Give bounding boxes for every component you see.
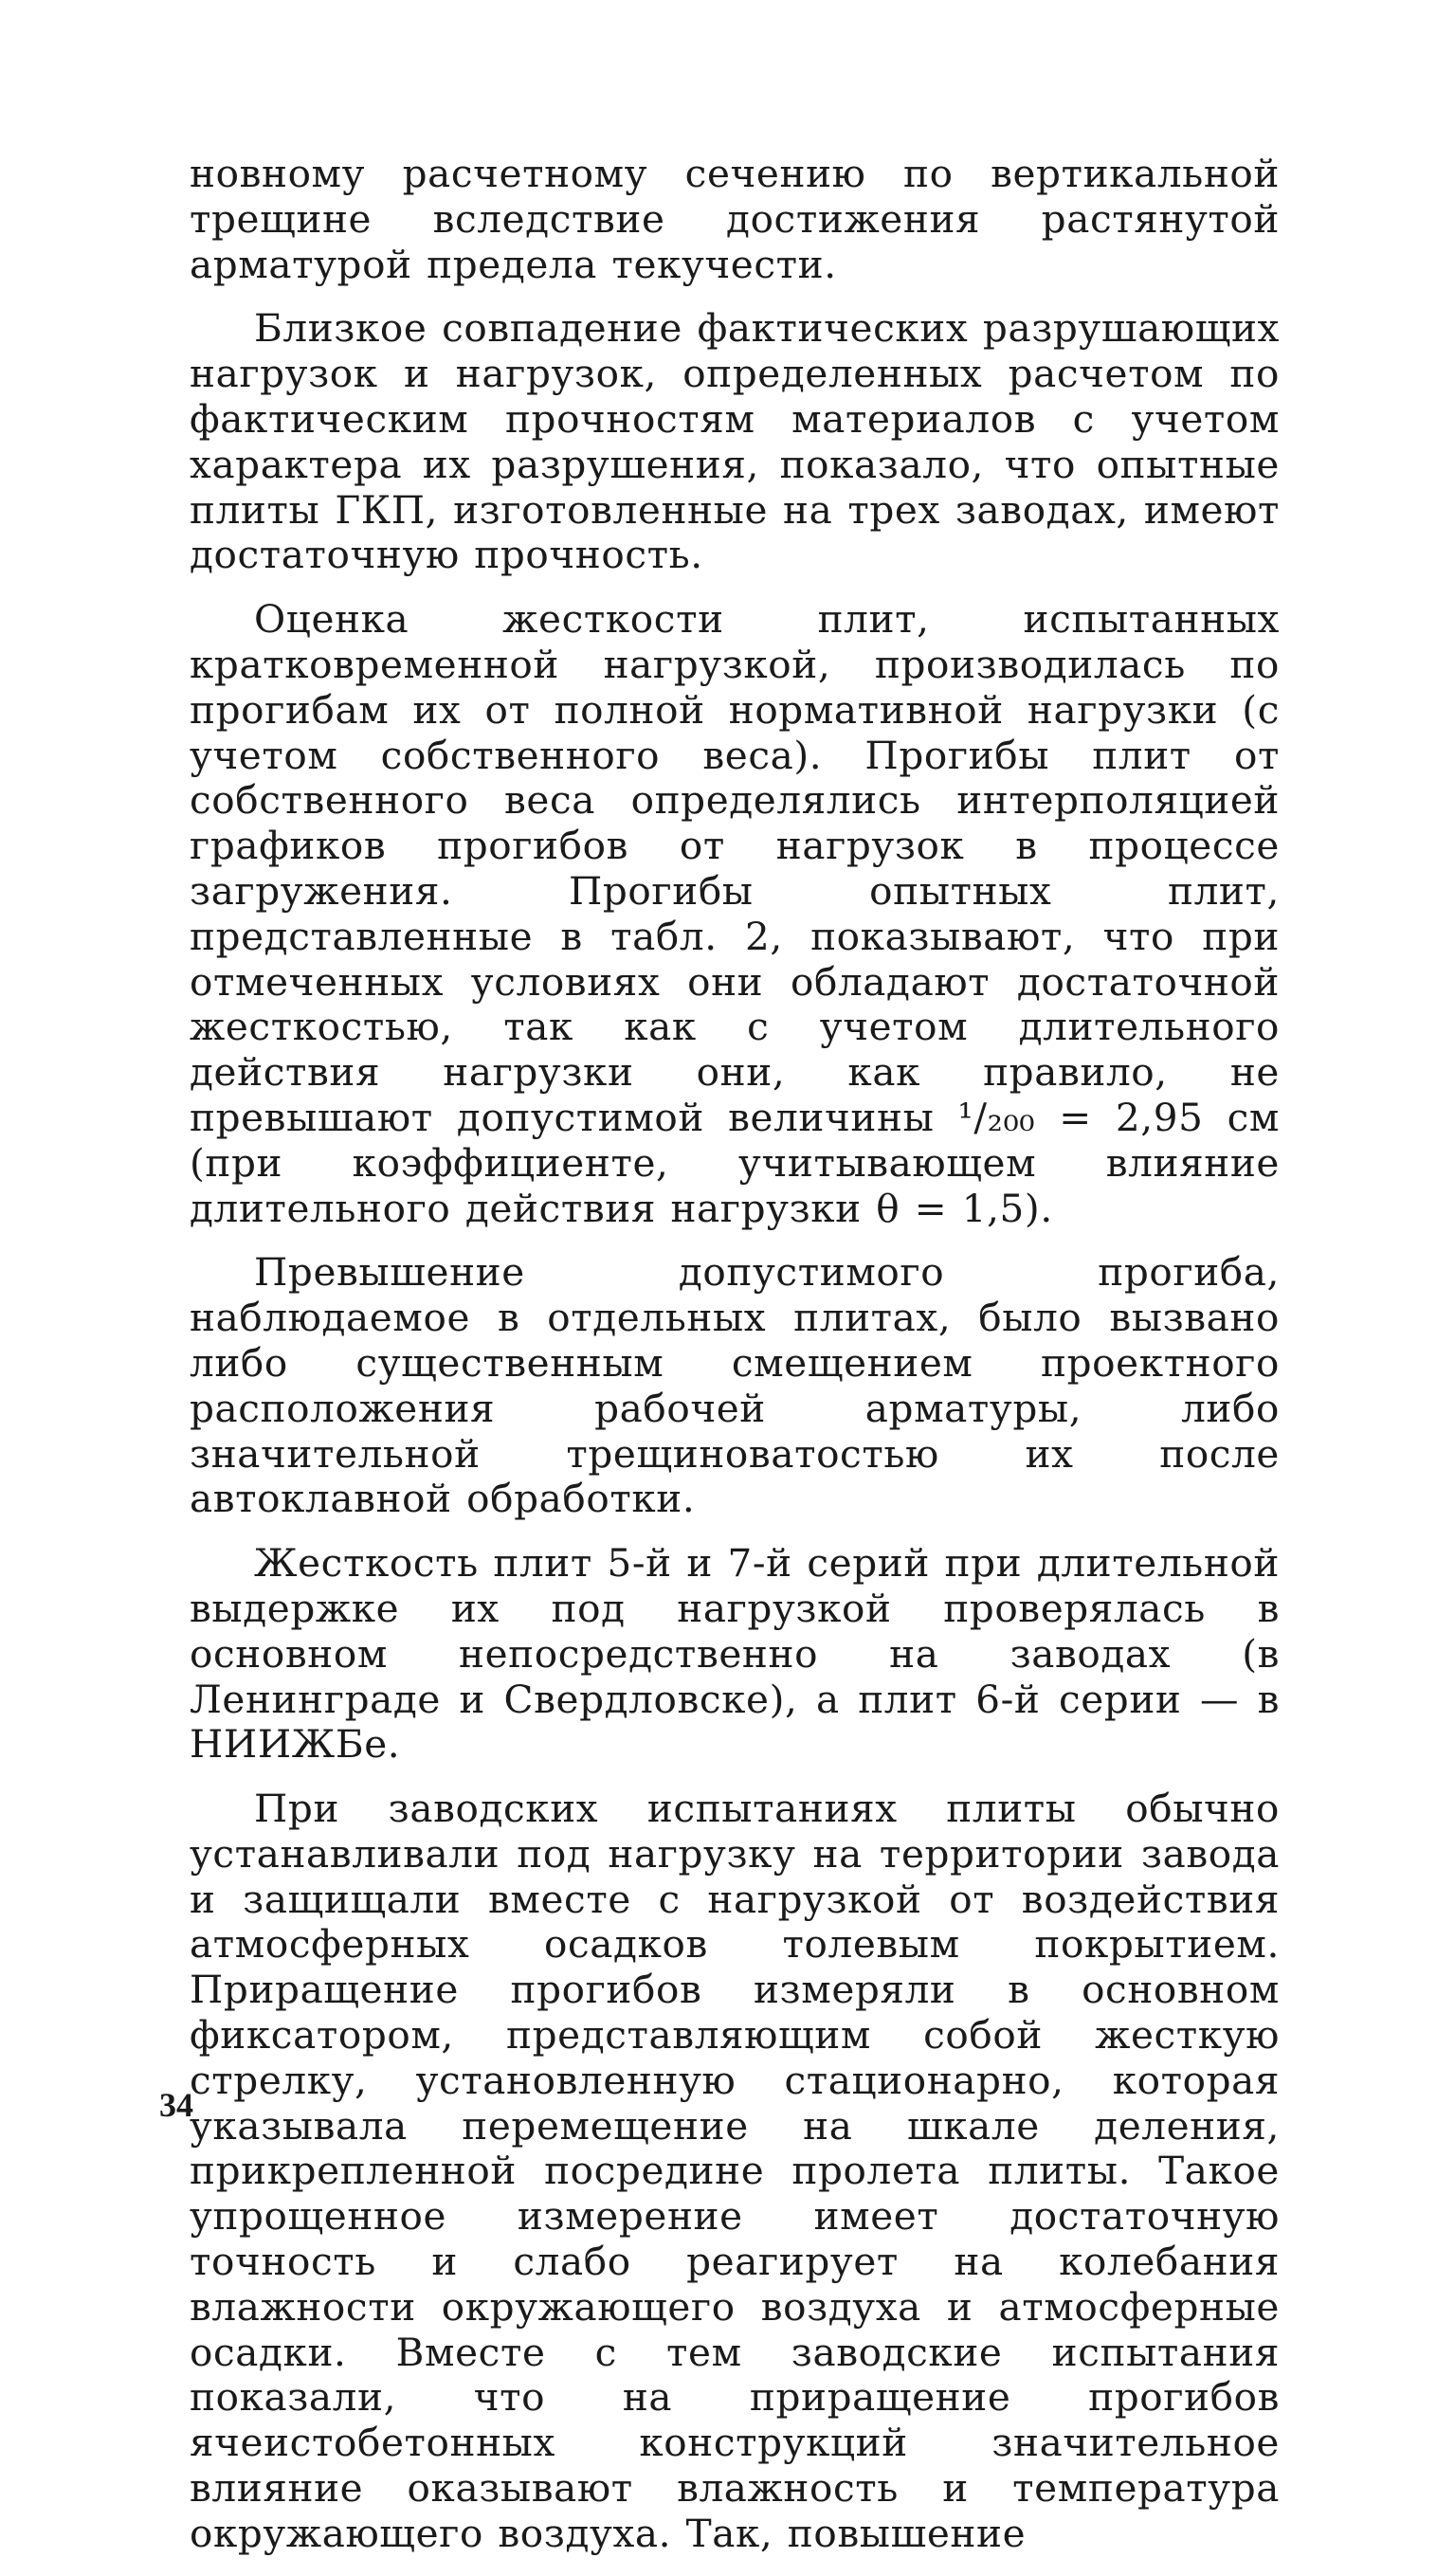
paragraph-6: При заводских испытаниях плиты обычно устанавливали под нагрузку на территории завода и защищали вместе с нагрузкой от воздействия атмосферных осадков толевым покрытием. Приращение прогибов измеряли в основном фиксатором, представляющим собой жесткую стрелку, установленную стационарно, которая указывала перемещение на шкале деления, прикрепленной посредине пролета плиты. Такое упрощенное измерение имеет достаточную точность и слабо реагирует на колебания влажности окружающего воздуха и атмосферные осадки. Вместе с тем заводские испытания показали, что на приращение прогибов ячеистобетонных конструкций значительное влияние оказывают влажность и температура окружающего воздуха. Так, повышение	[190, 1786, 1280, 2556]
paragraph-3: Оценка жесткости плит, испытанных кратковременной нагрузкой, производилась по прогибам их от полной нормативной нагрузки (с учетом собственного веса). Прогибы плит от собственного веса определялись интерполяцией графиков прогибов от нагрузок в процессе загружения. Прогибы опытных плит, представленные в табл. 2, показывают, что при отмеченных условиях они обладают достаточной жесткостью, так как с учетом длительного действия нагрузки они, как правило, не превышают допустимой величины ¹/₂₀₀ = 2,95 см (при коэффициенте, учитывающем влияние длительного действия нагрузки θ = 1,5).	[190, 596, 1280, 1231]
page-body	[190, 152, 1280, 2576]
paragraph-2: Близкое совпадение фактических разрушающих нагрузок и нагрузок, определенных расчетом по фактическим прочностям материалов с учетом характера их разрушения, показало, что опытные плиты ГКП, изготовленные на трех заводах, имеют достаточную прочность.	[190, 305, 1280, 578]
page-number: 34	[159, 2086, 193, 2124]
paragraph-1: новному расчетному сечению по вертикальной трещине вследствие достижения растянутой арматурой предела текучести.	[190, 151, 1280, 287]
paragraph-4: Превышение допустимого прогиба, наблюдаемое в отдельных плитах, было вызвано либо существенным смещением проектного расположения рабочей арматуры, либо значительной трещиноватостью их после автоклавной обработки.	[190, 1249, 1280, 1522]
paragraph-5: Жесткость плит 5-й и 7-й серий при длительной выдержке их под нагрузкой проверялась в основном непосредственно на заводах (в Ленинграде и Свердловске), а плит 6-й серии — в НИИЖБе.	[190, 1540, 1280, 1768]
